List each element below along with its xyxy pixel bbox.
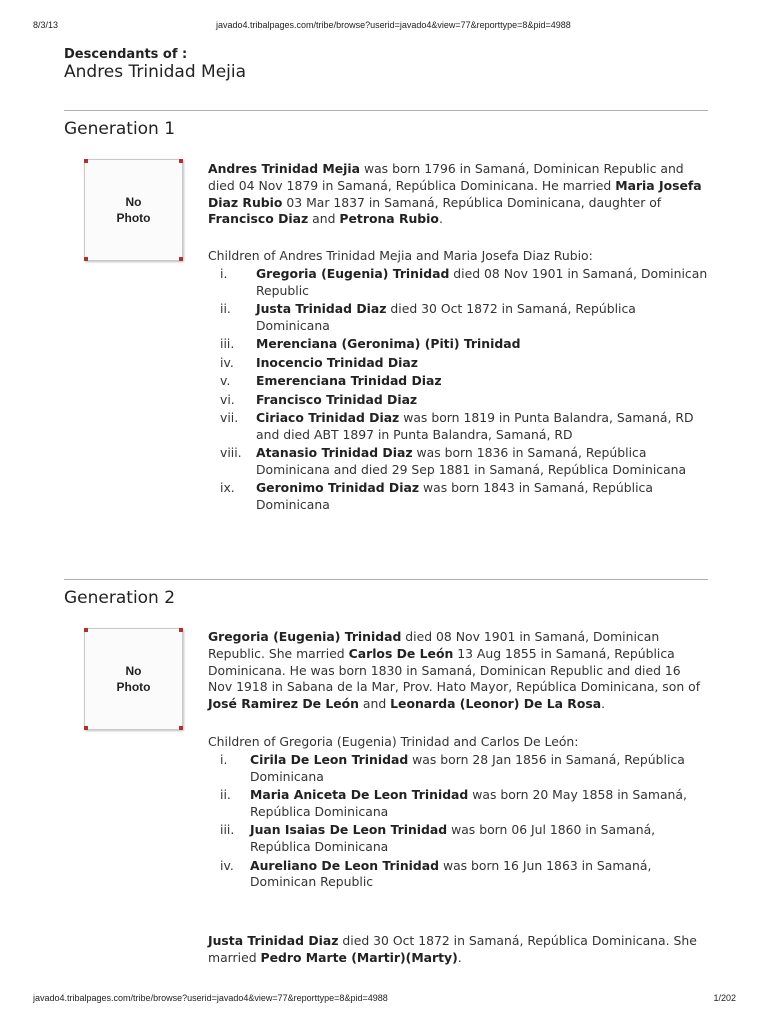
child-number: iv. <box>220 354 234 370</box>
child-detail: was born 1819 in Punta Balandra, Samaná, RD and died ABT 1897 in Punta Balandra, Samaná, RD <box>256 409 694 442</box>
child-item <box>208 266 708 300</box>
generation-1-title: Generation 1 <box>64 119 176 139</box>
print-url: javado4.tribalpages.com/tribe/browse?userid=javado4&view=77&reporttype=8&pid=4988 <box>216 20 571 30</box>
child-number: viii. <box>220 445 242 461</box>
person-name-link[interactable]: Andres Trinidad Mejia <box>208 161 361 176</box>
child-number: vi. <box>220 391 235 407</box>
spouse-name-link[interactable]: Carlos De León <box>348 645 454 661</box>
no-photo-placeholder <box>84 628 183 730</box>
child-item <box>208 301 708 335</box>
no-photo-label: No Photo <box>116 195 151 225</box>
page-number: 1/202 <box>713 993 736 1003</box>
child-detail: was born 16 Jun 1863 in Samaná, Dominican Republic <box>250 857 652 890</box>
child-detail: was born 06 Jul 1860 in Samaná, República Dominicana <box>250 822 656 855</box>
child-item <box>208 336 708 353</box>
child-name-link[interactable]: Atanasio Trinidad Diaz <box>256 445 413 461</box>
children-heading: Children of Gregoria (Eugenia) Trinidad and Carlos De León: <box>208 734 579 749</box>
child-item <box>208 822 708 856</box>
bio-text: died 08 Nov 1901 in Samaná, Dominican Republic. She married <box>208 629 660 661</box>
bio-text: . <box>601 696 606 712</box>
print-date: 8/3/13 <box>33 20 59 30</box>
child-detail: died 30 Oct 1872 in Samaná, República Dominicana <box>256 301 636 333</box>
father-name-link[interactable]: José Ramirez De León <box>208 696 359 712</box>
root-person-name: Andres Trinidad Mejia <box>64 62 247 82</box>
bio-text: . <box>457 949 462 965</box>
section-divider <box>64 579 708 580</box>
child-item <box>208 445 708 479</box>
child-name-link[interactable]: Geronimo Trinidad Diaz <box>256 480 420 496</box>
bio-text: 13 Aug 1855 in Samaná, República Dominicana. He was born 1830 in Samaná, Dominican Republic and died 16 Nov 1918 in Sabana de la Mar, Prov. Hato Mayor, República Dominicana, son of <box>208 645 701 695</box>
mother-name-link[interactable]: Leonarda (Leonor) De La Rosa <box>390 696 602 712</box>
generation-2-title: Generation 2 <box>64 588 176 608</box>
child-name-link[interactable]: Ciriaco Trinidad Diaz <box>256 409 400 425</box>
child-item <box>208 858 708 892</box>
person-bio <box>208 161 708 228</box>
person-name-link[interactable]: Gregoria (Eugenia) Trinidad <box>208 629 402 644</box>
child-name-link[interactable]: Cirila De Leon Trinidad <box>250 752 409 767</box>
children-list <box>208 266 708 516</box>
person-bio <box>208 933 708 967</box>
child-name-link[interactable]: Justa Trinidad Diaz <box>256 301 387 317</box>
bio-text: was born 1796 in Samaná, Dominican Republic and died 04 Nov 1879 in Samaná, República Dominicana. He married <box>208 161 684 193</box>
father-name-link[interactable]: Francisco Diaz <box>208 211 309 227</box>
child-item <box>208 410 708 444</box>
child-detail: was born 28 Jan 1856 in Samaná, República Dominicana <box>250 752 685 784</box>
children-heading: Children of Andres Trinidad Mejia and Maria Josefa Diaz Rubio: <box>208 248 593 263</box>
bio-text: and <box>358 696 391 712</box>
child-number: i. <box>220 266 228 281</box>
child-number: ix. <box>220 480 235 496</box>
child-name-link[interactable]: Juan Isaias De Leon Trinidad <box>250 822 448 838</box>
child-item <box>208 373 708 390</box>
child-number: iii. <box>220 822 235 838</box>
child-detail: was born 20 May 1858 in Samaná, República Dominicana <box>250 787 687 819</box>
child-name-link[interactable]: Aureliano De Leon Trinidad <box>250 857 439 873</box>
person-name-link[interactable]: Justa Trinidad Diaz <box>208 933 339 948</box>
no-photo-placeholder <box>84 159 183 261</box>
child-number: ii. <box>220 301 231 317</box>
spouse-name-link[interactable]: Pedro Marte (Martir)(Marty) <box>260 949 458 965</box>
child-item <box>208 787 708 821</box>
child-name-link[interactable]: Inocencio Trinidad Diaz <box>256 354 418 370</box>
child-number: vii. <box>220 409 239 425</box>
child-detail: died 08 Nov 1901 in Samaná, Dominican Republic <box>256 266 708 298</box>
spouse-name-link[interactable]: Maria Josefa Diaz Rubio <box>208 177 702 210</box>
child-detail: was born 1843 in Samaná, República Dominicana <box>256 480 653 513</box>
bio-text: . <box>438 211 443 227</box>
child-name-link[interactable]: Emerenciana Trinidad Diaz <box>256 373 442 389</box>
child-item <box>208 392 708 409</box>
no-photo-label: No Photo <box>116 664 151 694</box>
mother-name-link[interactable]: Petrona Rubio <box>339 211 439 227</box>
child-number: i. <box>220 752 228 767</box>
child-name-link[interactable]: Maria Aniceta De Leon Trinidad <box>250 787 469 803</box>
child-number: iii. <box>220 336 235 352</box>
child-item <box>208 355 708 372</box>
child-name-link[interactable]: Francisco Trinidad Diaz <box>256 391 418 407</box>
child-number: ii. <box>220 787 231 803</box>
child-item <box>208 752 708 786</box>
child-number: iv. <box>220 857 234 873</box>
child-detail: was born 1836 in Samaná, República Dominicana and died 29 Sep 1881 in Samaná, República Dominicana <box>256 445 687 477</box>
child-name-link[interactable]: Gregoria (Eugenia) Trinidad <box>256 266 450 281</box>
bio-text: and <box>308 211 340 227</box>
report-label: Descendants of : <box>64 47 188 62</box>
bio-text: 03 Mar 1837 in Samaná, República Dominicana, daughter of <box>282 194 662 210</box>
print-footer-url: javado4.tribalpages.com/tribe/browse?userid=javado4&view=77&reporttype=8&pid=4988 <box>33 993 388 1003</box>
child-item <box>208 480 708 514</box>
section-divider <box>64 110 708 111</box>
child-number: v. <box>220 373 231 389</box>
bio-text: died 30 Oct 1872 in Samaná, República Dominicana. She married <box>208 933 697 965</box>
children-list <box>208 752 708 893</box>
person-bio <box>208 629 708 713</box>
child-name-link[interactable]: Merenciana (Geronima) (Piti) Trinidad <box>256 336 521 352</box>
